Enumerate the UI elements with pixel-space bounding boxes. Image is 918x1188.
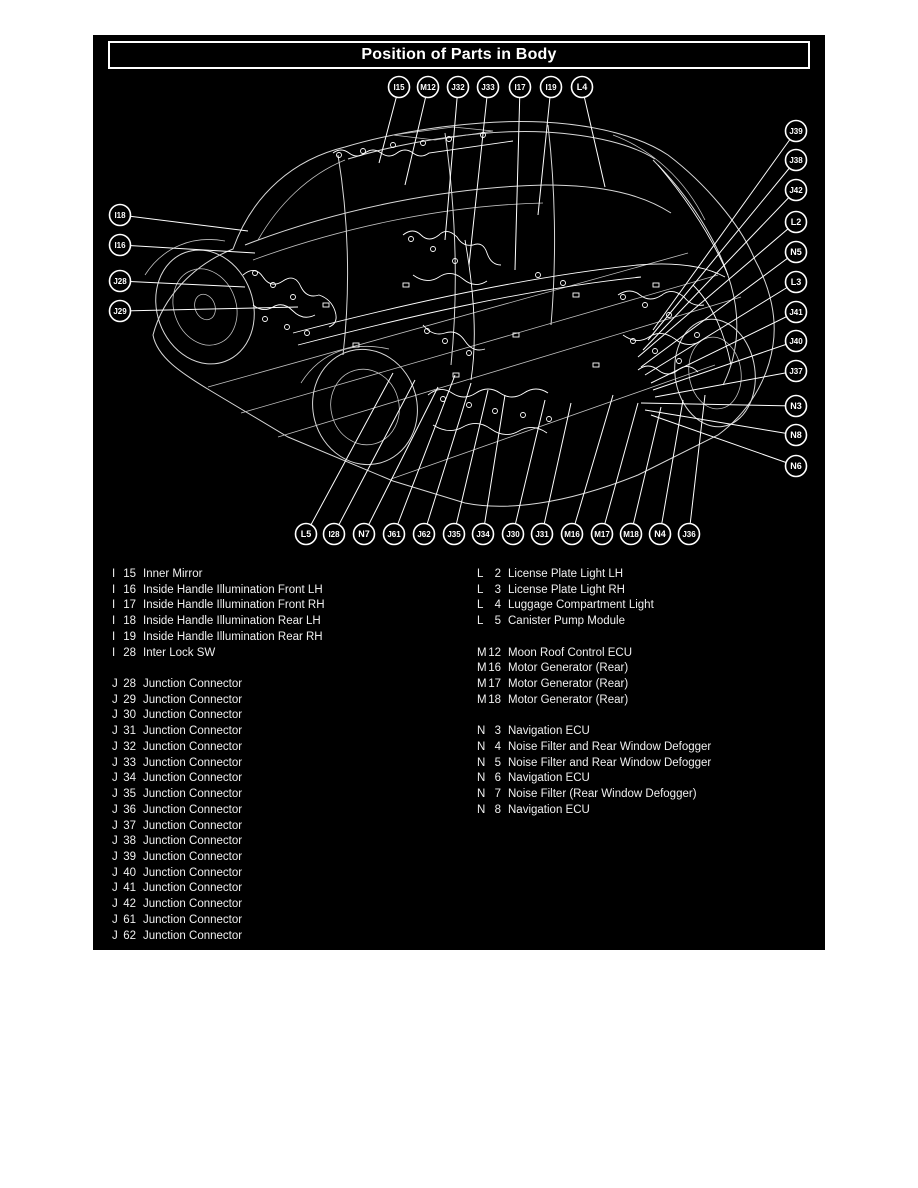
legend-code-letter: M (477, 678, 487, 691)
legend-code-letter: I (112, 583, 116, 596)
legend-code-letter: I (112, 646, 116, 659)
legend-code-letter: J (112, 678, 118, 691)
legend-description: Junction Connector (143, 898, 243, 911)
legend-code-number: 29 (123, 693, 136, 706)
callout-label-I15: I15 (393, 83, 405, 92)
legend-code-letter: I (112, 630, 116, 643)
legend-code-letter: J (112, 709, 118, 722)
callout-label-J41: J41 (789, 308, 803, 317)
legend-code-number: 34 (123, 772, 136, 785)
legend-description: Junction Connector (143, 850, 243, 863)
body-parts-diagram (93, 35, 825, 555)
legend-code-number: 42 (123, 898, 136, 911)
legend-item-J61 (112, 913, 452, 929)
legend-code-number: 16 (488, 662, 501, 675)
legend-code-letter: J (112, 725, 118, 738)
legend-item-I15 (112, 567, 452, 583)
legend-code-letter: J (112, 913, 118, 926)
leader-line-M16 (572, 395, 613, 534)
legend-description: License Plate Light LH (508, 568, 624, 580)
legend-description: Motor Generator (Rear) (508, 678, 629, 691)
legend-code-letter: L (477, 583, 484, 596)
leader-line-I15 (379, 87, 399, 163)
callout-leader-lines (120, 87, 796, 534)
diagram-panel (93, 35, 825, 950)
legend-description: Junction Connector (143, 756, 243, 769)
callout-label-I18: I18 (114, 211, 126, 220)
leader-line-M18 (631, 407, 661, 534)
legend-code-number: 6 (494, 772, 501, 785)
legend-code-letter: N (477, 788, 486, 801)
legend-code-number: 18 (488, 693, 501, 706)
callout-label-J62: J62 (417, 530, 431, 539)
legend-item-L3 (477, 583, 807, 599)
legend-code-number: 41 (123, 882, 136, 895)
legend-code-number: 5 (494, 615, 501, 628)
legend-code-number: 17 (123, 599, 136, 612)
legend-code-letter: J (112, 929, 118, 942)
legend-description: Junction Connector (143, 693, 243, 706)
legend-code-letter: J (112, 882, 118, 895)
legend-code-letter: J (112, 772, 118, 785)
leader-line-J41 (651, 312, 796, 383)
legend-description: Moon Roof Control ECU (508, 646, 632, 659)
legend-description: Junction Connector (143, 788, 243, 801)
leader-line-M12 (405, 87, 428, 185)
legend-item-I19 (112, 630, 452, 646)
callout-label-L2: L2 (790, 217, 802, 227)
legend-code-number: 17 (488, 678, 501, 691)
leader-line-J39 (653, 131, 796, 330)
legend-item-N6 (477, 771, 807, 787)
legend-item-J37 (112, 819, 452, 835)
legend-code-letter: J (112, 803, 118, 816)
legend-item-N3 (477, 724, 807, 740)
legend-description: Noise Filter and Rear Window Defogger (508, 756, 712, 769)
legend-item-J33 (112, 756, 452, 772)
legend-item-J34 (112, 771, 452, 787)
legend-code-number: 28 (123, 646, 136, 659)
legend-code-number: 7 (494, 788, 501, 801)
legend-code-number: 36 (123, 803, 136, 816)
legend-code-number: 5 (494, 756, 501, 769)
legend-code-number: 8 (494, 803, 501, 816)
legend-code-letter: J (112, 756, 118, 769)
callout-label-L4: L4 (576, 82, 588, 92)
legend-description: Junction Connector (143, 709, 243, 722)
leader-line-L3 (645, 282, 796, 375)
legend-left-column (112, 567, 452, 944)
connector-dots (253, 133, 700, 422)
legend-code-letter: J (112, 898, 118, 911)
legend-description: Junction Connector (143, 819, 243, 832)
legend-code-letter: J (112, 693, 118, 706)
legend-code-letter: N (477, 803, 486, 816)
callout-label-L5: L5 (300, 529, 312, 539)
legend-item-M18 (477, 693, 807, 709)
legend-description: Navigation ECU (508, 772, 590, 785)
legend-description: Navigation ECU (508, 803, 590, 816)
legend-description: Junction Connector (143, 772, 243, 785)
legend-code-number: 18 (123, 615, 136, 628)
page-title: Position of Parts in Body (361, 46, 557, 63)
legend-item-I18 (112, 614, 452, 630)
callout-label-J33: J33 (481, 83, 495, 92)
callout-label-N7: N7 (358, 529, 370, 539)
legend-code-letter: I (112, 568, 116, 580)
callout-label-N3: N3 (790, 401, 802, 411)
legend-description: Noise Filter (Rear Window Defogger) (508, 788, 697, 801)
legend-item-J38 (112, 834, 452, 850)
legend-code-letter: L (477, 568, 484, 580)
legend-item-J62 (112, 929, 452, 945)
legend-item-J36 (112, 803, 452, 819)
legend-code-letter: I (112, 615, 116, 628)
legend-description: Motor Generator (Rear) (508, 693, 629, 706)
callout-label-J36: J36 (682, 530, 696, 539)
legend-item-J29 (112, 693, 452, 709)
legend-item-L5 (477, 614, 807, 630)
legend-code-number: 4 (494, 599, 501, 612)
legend-code-number: 16 (123, 583, 136, 596)
legend-code-number: 3 (494, 583, 501, 596)
legend-description: Junction Connector (143, 913, 243, 926)
callout-label-J31: J31 (535, 530, 549, 539)
callout-label-N6: N6 (790, 461, 802, 471)
legend-code-number: 35 (123, 788, 136, 801)
legend-code-number: 61 (123, 913, 136, 926)
leader-line-J34 (483, 395, 505, 534)
legend-description: Junction Connector (143, 882, 243, 895)
legend-group-spacer (112, 661, 452, 677)
legend-item-J28 (112, 677, 452, 693)
callout-label-M17: M17 (594, 530, 610, 539)
leader-line-J62 (424, 383, 471, 534)
legend-code-number: 4 (494, 740, 501, 753)
legend-description: Junction Connector (143, 678, 243, 691)
legend-description: Canister Pump Module (508, 615, 625, 628)
legend-item-J42 (112, 897, 452, 913)
callout-circles (110, 77, 807, 545)
legend-description: Inside Handle Illumination Front RH (143, 599, 325, 612)
callout-label-J32: J32 (451, 83, 465, 92)
legend-item-J39 (112, 850, 452, 866)
legend-code-letter: J (112, 740, 118, 753)
legend-code-letter: L (477, 615, 484, 628)
callout-label-I16: I16 (114, 241, 126, 250)
leader-line-N8 (645, 410, 796, 435)
legend-item-L2 (477, 567, 807, 583)
legend-code-letter: L (477, 599, 484, 612)
callout-label-J40: J40 (789, 337, 803, 346)
legend-group-spacer (477, 630, 807, 646)
leader-line-I17 (515, 87, 520, 270)
wiring-harnesses (243, 133, 731, 435)
car-wireframe (140, 121, 774, 506)
legend-code-number: 31 (123, 725, 136, 738)
callout-label-M18: M18 (623, 530, 639, 539)
legend-code-number: 40 (123, 866, 136, 879)
legend-code-number: 28 (123, 678, 136, 691)
legend-item-M17 (477, 677, 807, 693)
callout-label-N5: N5 (790, 247, 802, 257)
legend-description: Inside Handle Illumination Rear RH (143, 630, 323, 643)
legend-code-number: 37 (123, 819, 136, 832)
callout-label-N4: N4 (654, 529, 666, 539)
legend-item-I16 (112, 583, 452, 599)
legend-code-number: 39 (123, 850, 136, 863)
legend-item-N5 (477, 756, 807, 772)
legend-code-number: 15 (123, 568, 136, 580)
legend-item-J35 (112, 787, 452, 803)
leader-line-L4 (582, 87, 605, 187)
leader-line-I19 (538, 87, 551, 215)
legend-code-letter: M (477, 662, 487, 675)
leader-line-L5 (306, 373, 393, 534)
leader-line-J31 (542, 403, 571, 534)
legend-item-L4 (477, 598, 807, 614)
leader-line-L2 (638, 222, 796, 357)
callout-label-N8: N8 (790, 430, 802, 440)
legend-description: Luggage Compartment Light (508, 599, 654, 612)
legend-description: Navigation ECU (508, 725, 590, 738)
callout-label-J38: J38 (789, 156, 803, 165)
legend-item-J41 (112, 881, 452, 897)
legend-description: Inner Mirror (143, 568, 203, 580)
leader-line-I18 (120, 215, 248, 231)
legend-code-letter: I (112, 599, 116, 612)
legend-item-N4 (477, 740, 807, 756)
legend-code-letter: J (112, 835, 118, 848)
leader-line-M17 (602, 403, 638, 534)
legend-code-letter: J (112, 819, 118, 832)
legend-description: Inter Lock SW (143, 646, 216, 659)
leader-line-N4 (660, 400, 683, 534)
legend-right-column (477, 567, 807, 819)
leader-line-J35 (454, 390, 488, 534)
legend-item-N7 (477, 787, 807, 803)
legend-item-N8 (477, 803, 807, 819)
callout-label-J37: J37 (789, 367, 803, 376)
legend-code-number: 62 (123, 929, 136, 942)
legend-item-J32 (112, 740, 452, 756)
leader-line-N7 (364, 387, 438, 534)
legend-item-J30 (112, 708, 452, 724)
legend-item-I28 (112, 646, 452, 662)
leader-line-J36 (689, 395, 705, 534)
callout-label-M12: M12 (420, 83, 436, 92)
legend-item-J40 (112, 866, 452, 882)
callout-label-J28: J28 (113, 277, 127, 286)
callout-label-M16: M16 (564, 530, 580, 539)
legend-code-number: 2 (494, 568, 501, 580)
callout-label-L3: L3 (790, 277, 802, 287)
legend-code-letter: J (112, 850, 118, 863)
legend-item-M16 (477, 661, 807, 677)
legend-description: Junction Connector (143, 725, 243, 738)
legend-code-number: 32 (123, 740, 136, 753)
legend-code-number: 30 (123, 709, 136, 722)
leader-line-J29 (120, 307, 298, 311)
legend-description: Motor Generator (Rear) (508, 662, 629, 675)
legend-code-number: 3 (494, 725, 501, 738)
callout-label-J35: J35 (447, 530, 461, 539)
legend-item-J31 (112, 724, 452, 740)
legend-description: Junction Connector (143, 740, 243, 753)
legend-code-letter: J (112, 866, 118, 879)
callout-label-J42: J42 (789, 186, 803, 195)
legend-item-M12 (477, 646, 807, 662)
leader-line-J32 (445, 87, 458, 240)
callout-label-J29: J29 (113, 307, 127, 316)
legend-description: Junction Connector (143, 929, 243, 942)
legend-code-letter: J (112, 788, 118, 801)
callout-label-I17: I17 (514, 83, 526, 92)
legend-code-letter: M (477, 693, 487, 706)
legend-code-number: 19 (123, 630, 136, 643)
legend-item-I17 (112, 598, 452, 614)
legend-code-letter: N (477, 725, 486, 738)
legend-description: Inside Handle Illumination Rear LH (143, 615, 321, 628)
callout-label-J39: J39 (789, 127, 803, 136)
legend-code-number: 33 (123, 756, 136, 769)
callout-label-I28: I28 (328, 530, 340, 539)
legend-description: Junction Connector (143, 866, 243, 879)
legend-description: License Plate Light RH (508, 583, 625, 596)
leader-line-J33 (469, 87, 488, 265)
callout-label-J61: J61 (387, 530, 401, 539)
legend-code-letter: N (477, 756, 486, 769)
legend-group-spacer (477, 708, 807, 724)
callout-label-J30: J30 (506, 530, 520, 539)
leader-line-N3 (641, 403, 796, 406)
legend-code-number: 12 (488, 646, 501, 659)
legend-code-number: 38 (123, 835, 136, 848)
legend-description: Noise Filter and Rear Window Defogger (508, 740, 712, 753)
callout-label-I19: I19 (545, 83, 557, 92)
leader-line-J30 (513, 400, 545, 534)
legend-description: Junction Connector (143, 835, 243, 848)
legend-description: Inside Handle Illumination Front LH (143, 583, 323, 596)
legend-code-letter: M (477, 646, 487, 659)
legend-code-letter: N (477, 772, 486, 785)
legend-description: Junction Connector (143, 803, 243, 816)
callout-label-J34: J34 (476, 530, 490, 539)
legend-code-letter: N (477, 740, 486, 753)
